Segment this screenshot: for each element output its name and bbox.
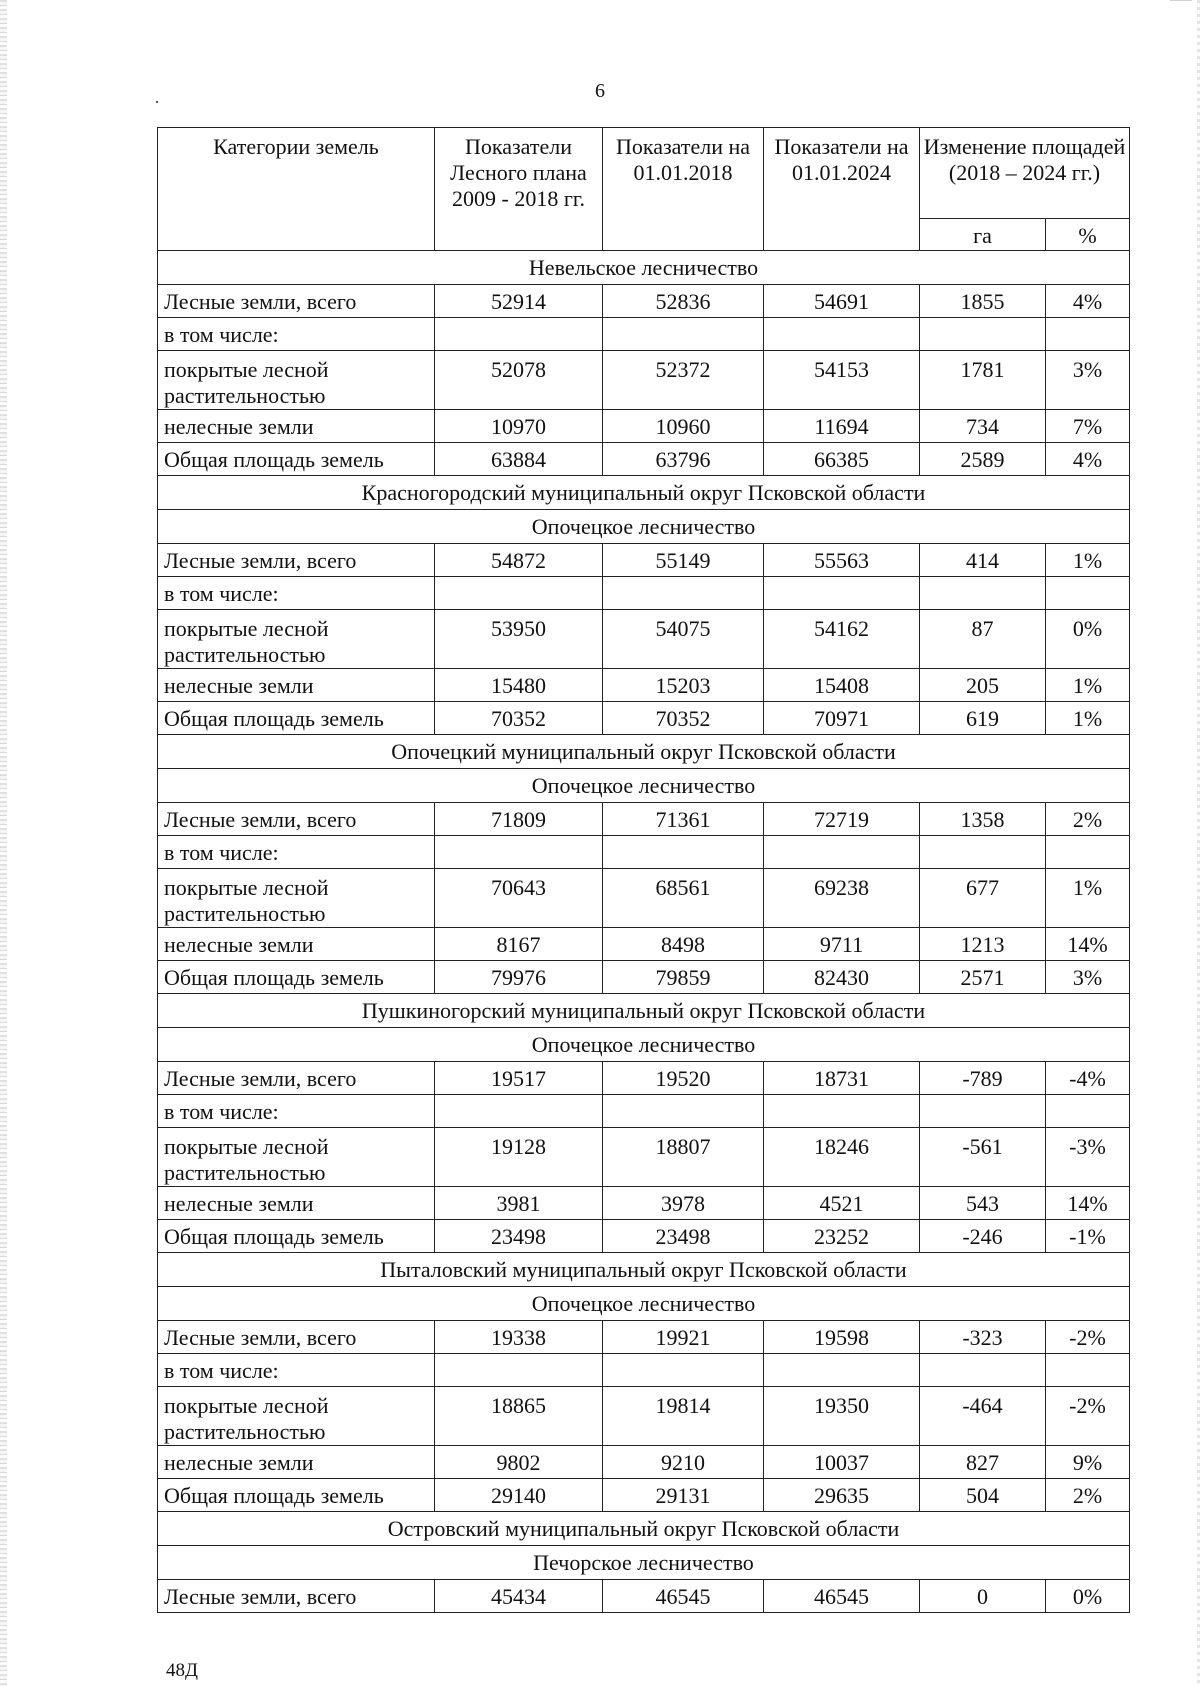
row-label: нелесные земли [158,669,435,702]
cell-ha [920,318,1046,351]
forestry-title: Опочецкое лесничество [158,1287,1130,1321]
forestry-title: Опочецкое лесничество [158,510,1130,544]
row-label: Лесные земли, всего [158,1062,435,1095]
header-change: Изменение площадей (2018 – 2024 гг.) [920,128,1130,219]
cell-y2024: 19350 [764,1387,920,1446]
cell-y2024: 70971 [764,702,920,735]
forestry-row [158,510,1130,544]
table-row [158,803,1130,836]
cell-y2018: 10960 [603,410,764,443]
cell-y2018: 55149 [603,544,764,577]
district-row [158,994,1130,1028]
cell-plan: 19128 [435,1128,603,1187]
cell-y2018: 15203 [603,669,764,702]
cell-y2024: 19598 [764,1321,920,1354]
row-label: покрытые лесной растительностью [158,610,435,669]
row-label: покрытые лесной растительностью [158,351,435,410]
cell-ha [920,1354,1046,1387]
cell-y2024 [764,577,920,610]
cell-pct: 3% [1046,351,1130,410]
table-row [158,1446,1130,1479]
cell-ha: 504 [920,1479,1046,1512]
table-row [158,1354,1130,1387]
cell-plan: 52078 [435,351,603,410]
cell-y2018 [603,1095,764,1128]
table-body [158,251,1130,1613]
cell-y2024: 54153 [764,351,920,410]
row-label: Лесные земли, всего [158,1321,435,1354]
cell-pct: -2% [1046,1321,1130,1354]
document-code: 48Д [166,1660,198,1681]
table-row [158,443,1130,476]
cell-plan [435,836,603,869]
cell-ha: 87 [920,610,1046,669]
cell-pct: 1% [1046,869,1130,928]
table-row [158,836,1130,869]
cell-pct: 0% [1046,1580,1130,1613]
table-row [158,1220,1130,1253]
table-row [158,410,1130,443]
cell-plan: 9802 [435,1446,603,1479]
cell-pct [1046,318,1130,351]
cell-plan: 19517 [435,1062,603,1095]
cell-plan: 23498 [435,1220,603,1253]
cell-ha: 619 [920,702,1046,735]
cell-pct: 4% [1046,443,1130,476]
table-row [158,702,1130,735]
cell-plan: 10970 [435,410,603,443]
cell-plan [435,577,603,610]
cell-pct: -4% [1046,1062,1130,1095]
cell-y2018: 19814 [603,1387,764,1446]
cell-y2018: 54075 [603,610,764,669]
cell-y2024: 55563 [764,544,920,577]
cell-pct: 2% [1046,1479,1130,1512]
row-label: Общая площадь земель [158,1220,435,1253]
table-row [158,285,1130,318]
cell-y2018: 70352 [603,702,764,735]
row-label: нелесные земли [158,1446,435,1479]
cell-ha: 677 [920,869,1046,928]
cell-y2024: 54162 [764,610,920,669]
cell-ha: 827 [920,1446,1046,1479]
cell-pct: 1% [1046,669,1130,702]
cell-y2024 [764,318,920,351]
cell-y2018: 52372 [603,351,764,410]
cell-y2024 [764,836,920,869]
cell-ha: 2589 [920,443,1046,476]
table-row [158,544,1130,577]
forestry-title: Печорское лесничество [158,1546,1130,1580]
scan-edge-left [0,0,7,1686]
table-row [158,1062,1130,1095]
cell-plan: 79976 [435,961,603,994]
cell-pct [1046,1095,1130,1128]
cell-plan: 52914 [435,285,603,318]
district-title: Опочецкий муниципальный округ Псковской области [158,735,1130,769]
cell-plan [435,1354,603,1387]
row-label: Лесные земли, всего [158,285,435,318]
table-row [158,1387,1130,1446]
row-label: в том числе: [158,318,435,351]
cell-y2018: 46545 [603,1580,764,1613]
cell-y2018: 29131 [603,1479,764,1512]
header-unit-ha: га [920,219,1046,251]
cell-y2024 [764,1095,920,1128]
forestry-row [158,1287,1130,1321]
cell-pct: -1% [1046,1220,1130,1253]
cell-ha: 1213 [920,928,1046,961]
cell-y2024: 10037 [764,1446,920,1479]
cell-y2018: 79859 [603,961,764,994]
cell-y2018 [603,577,764,610]
row-label: покрытые лесной растительностью [158,1128,435,1187]
cell-pct: 3% [1046,961,1130,994]
forestry-row [158,1546,1130,1580]
forestry-title: Опочецкое лесничество [158,1028,1130,1062]
cell-ha: 1855 [920,285,1046,318]
cell-y2024: 23252 [764,1220,920,1253]
district-row [158,1253,1130,1287]
cell-plan: 3981 [435,1187,603,1220]
cell-y2018: 9210 [603,1446,764,1479]
land-categories-table [157,127,1130,1613]
cell-y2024: 15408 [764,669,920,702]
cell-ha [920,577,1046,610]
row-label: в том числе: [158,1354,435,1387]
district-title: Красногородский муниципальный округ Псковской области [158,476,1130,510]
cell-pct [1046,836,1130,869]
cell-ha: 734 [920,410,1046,443]
table-row [158,577,1130,610]
cell-pct [1046,577,1130,610]
row-label: нелесные земли [158,1187,435,1220]
cell-ha: -246 [920,1220,1046,1253]
cell-plan: 70643 [435,869,603,928]
row-label: Общая площадь земель [158,443,435,476]
cell-pct [1046,1354,1130,1387]
cell-plan: 54872 [435,544,603,577]
row-label: покрытые лесной растительностью [158,1387,435,1446]
scan-mark [1170,0,1192,4]
cell-y2024: 9711 [764,928,920,961]
cell-y2024: 54691 [764,285,920,318]
forestry-title: Опочецкое лесничество [158,769,1130,803]
cell-y2018: 19921 [603,1321,764,1354]
cell-ha: -323 [920,1321,1046,1354]
cell-y2018: 63796 [603,443,764,476]
cell-y2024: 18246 [764,1128,920,1187]
table-row [158,1095,1130,1128]
cell-y2024: 82430 [764,961,920,994]
cell-y2018: 68561 [603,869,764,928]
cell-y2018: 23498 [603,1220,764,1253]
cell-ha: 414 [920,544,1046,577]
cell-y2018 [603,318,764,351]
table-row [158,928,1130,961]
table-row [158,1187,1130,1220]
table-row [158,1321,1130,1354]
cell-pct: 7% [1046,410,1130,443]
cell-ha: 543 [920,1187,1046,1220]
cell-y2024: 18731 [764,1062,920,1095]
cell-y2018: 3978 [603,1187,764,1220]
table-row [158,1479,1130,1512]
row-label: нелесные земли [158,928,435,961]
cell-y2018 [603,1354,764,1387]
cell-plan: 19338 [435,1321,603,1354]
row-label: в том числе: [158,836,435,869]
cell-pct: 1% [1046,544,1130,577]
cell-y2024: 72719 [764,803,920,836]
cell-y2018: 52836 [603,285,764,318]
row-label: Общая площадь земель [158,961,435,994]
cell-ha: 2571 [920,961,1046,994]
cell-y2024: 66385 [764,443,920,476]
cell-ha: -561 [920,1128,1046,1187]
district-title: Островский муниципальный округ Псковской области [158,1512,1130,1546]
cell-pct: -2% [1046,1387,1130,1446]
district-title: Пушкиногорский муниципальный округ Псковской области [158,994,1130,1028]
district-row [158,735,1130,769]
forestry-row [158,769,1130,803]
table-row [158,669,1130,702]
table-row [158,961,1130,994]
row-label: Общая площадь земель [158,1479,435,1512]
forestry-row [158,251,1130,285]
cell-y2024: 11694 [764,410,920,443]
table-row [158,1128,1130,1187]
row-label: в том числе: [158,1095,435,1128]
cell-plan [435,1095,603,1128]
page-number: 6 [595,80,605,102]
row-label: в том числе: [158,577,435,610]
cell-y2018: 8498 [603,928,764,961]
header-on-2018: Показатели на 01.01.2018 [603,128,764,251]
cell-y2024: 69238 [764,869,920,928]
cell-y2024: 46545 [764,1580,920,1613]
cell-plan [435,318,603,351]
forestry-title: Невельское лесничество [158,251,1130,285]
row-label: Лесные земли, всего [158,544,435,577]
table-row [158,869,1130,928]
cell-plan: 15480 [435,669,603,702]
table-row [158,318,1130,351]
row-label: Лесные земли, всего [158,1580,435,1613]
cell-plan: 45434 [435,1580,603,1613]
cell-ha: 1781 [920,351,1046,410]
table-row [158,351,1130,410]
row-label: Лесные земли, всего [158,803,435,836]
cell-y2018: 71361 [603,803,764,836]
cell-ha [920,1095,1046,1128]
cell-plan: 63884 [435,443,603,476]
row-label: нелесные земли [158,410,435,443]
cell-pct: 1% [1046,702,1130,735]
cell-y2024: 29635 [764,1479,920,1512]
cell-plan: 8167 [435,928,603,961]
cell-pct: -3% [1046,1128,1130,1187]
row-label: Общая площадь земель [158,702,435,735]
district-row [158,476,1130,510]
cell-ha: -464 [920,1387,1046,1446]
header-on-2024: Показатели на 01.01.2024 [764,128,920,251]
cell-y2018: 19520 [603,1062,764,1095]
cell-ha: 0 [920,1580,1046,1613]
forestry-row [158,1028,1130,1062]
cell-ha: 1358 [920,803,1046,836]
table-row [158,1580,1130,1613]
cell-pct: 4% [1046,285,1130,318]
cell-pct: 14% [1046,1187,1130,1220]
header-category: Категории земель [158,128,435,251]
cell-pct: 14% [1046,928,1130,961]
cell-y2018 [603,836,764,869]
cell-plan: 71809 [435,803,603,836]
district-row [158,1512,1130,1546]
cell-ha: 205 [920,669,1046,702]
cell-pct: 0% [1046,610,1130,669]
row-label: покрытые лесной растительностью [158,869,435,928]
cell-ha [920,836,1046,869]
cell-plan: 70352 [435,702,603,735]
header-forest-plan: Показатели Лесного плана 2009 - 2018 гг. [435,128,603,251]
cell-y2024 [764,1354,920,1387]
header-unit-pct: % [1046,219,1130,251]
cell-plan: 29140 [435,1479,603,1512]
district-title: Пыталовский муниципальный округ Псковской области [158,1253,1130,1287]
cell-ha: -789 [920,1062,1046,1095]
table-row [158,610,1130,669]
cell-plan: 18865 [435,1387,603,1446]
cell-pct: 2% [1046,803,1130,836]
cell-pct: 9% [1046,1446,1130,1479]
cell-y2024: 4521 [764,1187,920,1220]
cell-plan: 53950 [435,610,603,669]
cell-y2018: 18807 [603,1128,764,1187]
